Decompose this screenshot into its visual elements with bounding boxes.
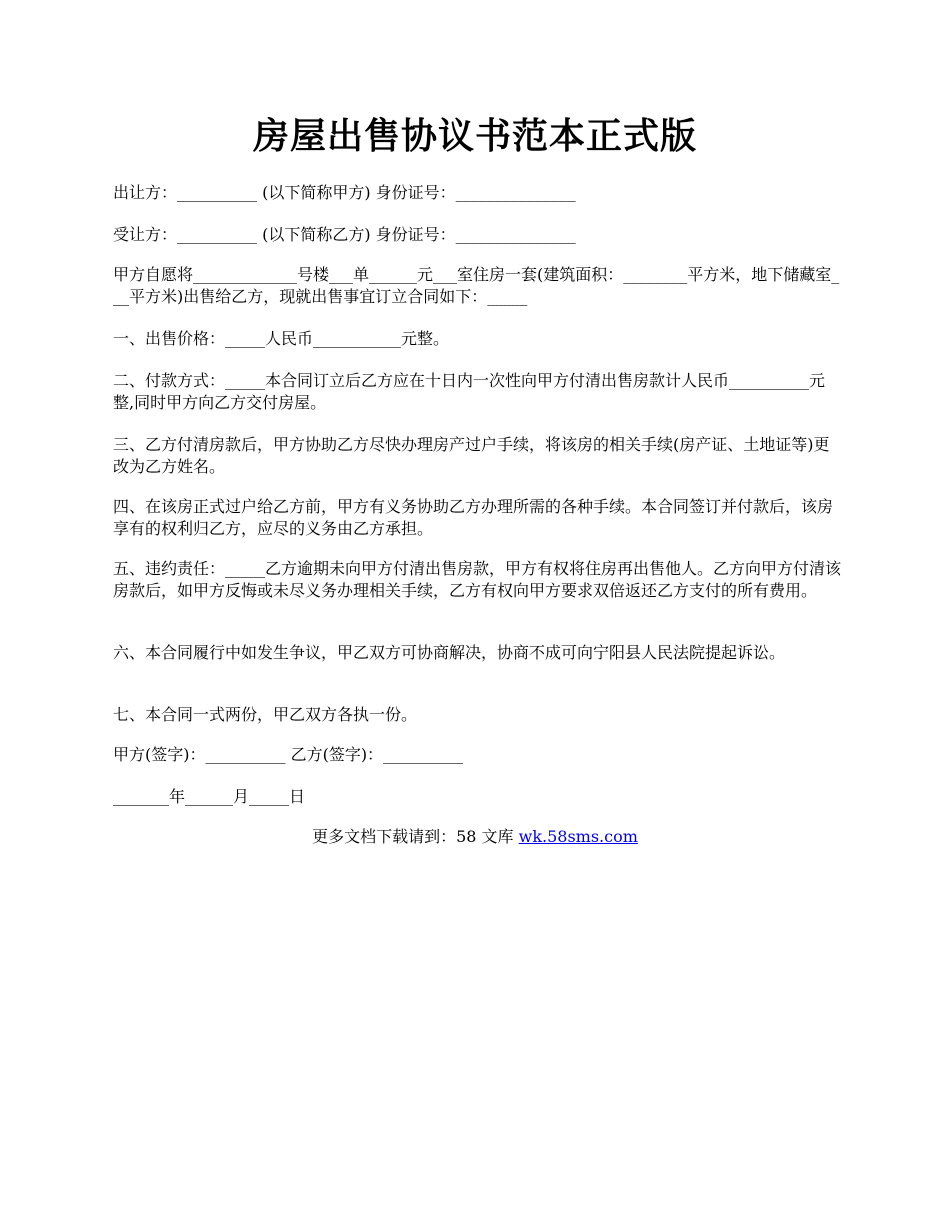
footer-text: 更多文档下载请到：58 文库 (312, 827, 519, 846)
clause-5-liability: 五、违约责任：_____乙方逾期未向甲方付清出售房款，甲方有权将住房再出售他人。乙方向甲方付清该房款后，如甲方反悔或未尽义务办理相关手续，乙方有权向甲方要求双倍返还乙方支付的所有费用。 (113, 559, 842, 600)
party-a-line: 出让方：__________ (以下简称甲方) 身份证号：_______________ (113, 183, 576, 202)
party-b-line: 受让方：__________ (以下简称乙方) 身份证号：_______________ (113, 225, 576, 244)
clause-6-disputes: 六、本合同履行中如发生争议，甲乙双方可协商解决，协商不成可向宁阳县人民法院提起诉讼。 (113, 643, 786, 662)
clause-7-copies: 七、本合同一式两份，甲乙双方各执一份。 (113, 705, 418, 724)
clause-2-payment: 二、付款方式：_____本合同订立后乙方应在十日内一次性向甲方付清出售房款计人民币__________元整,同时甲方向乙方交付房屋。 (113, 371, 826, 412)
clause-1-price: 一、出售价格：_____人民币___________元整。 (113, 329, 450, 348)
clause-3-transfer: 三、乙方付清房款后，甲方协助乙方尽快办理房产过户手续，将该房的相关手续(房产证、土地证等)更改为乙方姓名。 (113, 435, 830, 476)
signature-line: 甲方(签字)：__________ 乙方(签字)：__________ (113, 745, 464, 764)
footer-link[interactable]: wk.58sms.com (518, 827, 638, 846)
footer (0, 826, 950, 848)
intro-paragraph: 甲方自愿将_____________号楼___单______元___室住房一套(建筑面积：________平方米，地下储藏室___平方米)出售给乙方，现就出售事宜订立合同如下：_____ (113, 265, 840, 306)
clause-4-obligations: 四、在该房正式过户给乙方前，甲方有义务协助乙方办理所需的各种手续。本合同签订并付款后，该房享有的权利归乙方，应尽的义务由乙方承担。 (113, 497, 834, 538)
document-title: 房屋出售协议书范本正式版 (252, 115, 697, 157)
date-line: _______年______月_____日 (113, 787, 306, 806)
